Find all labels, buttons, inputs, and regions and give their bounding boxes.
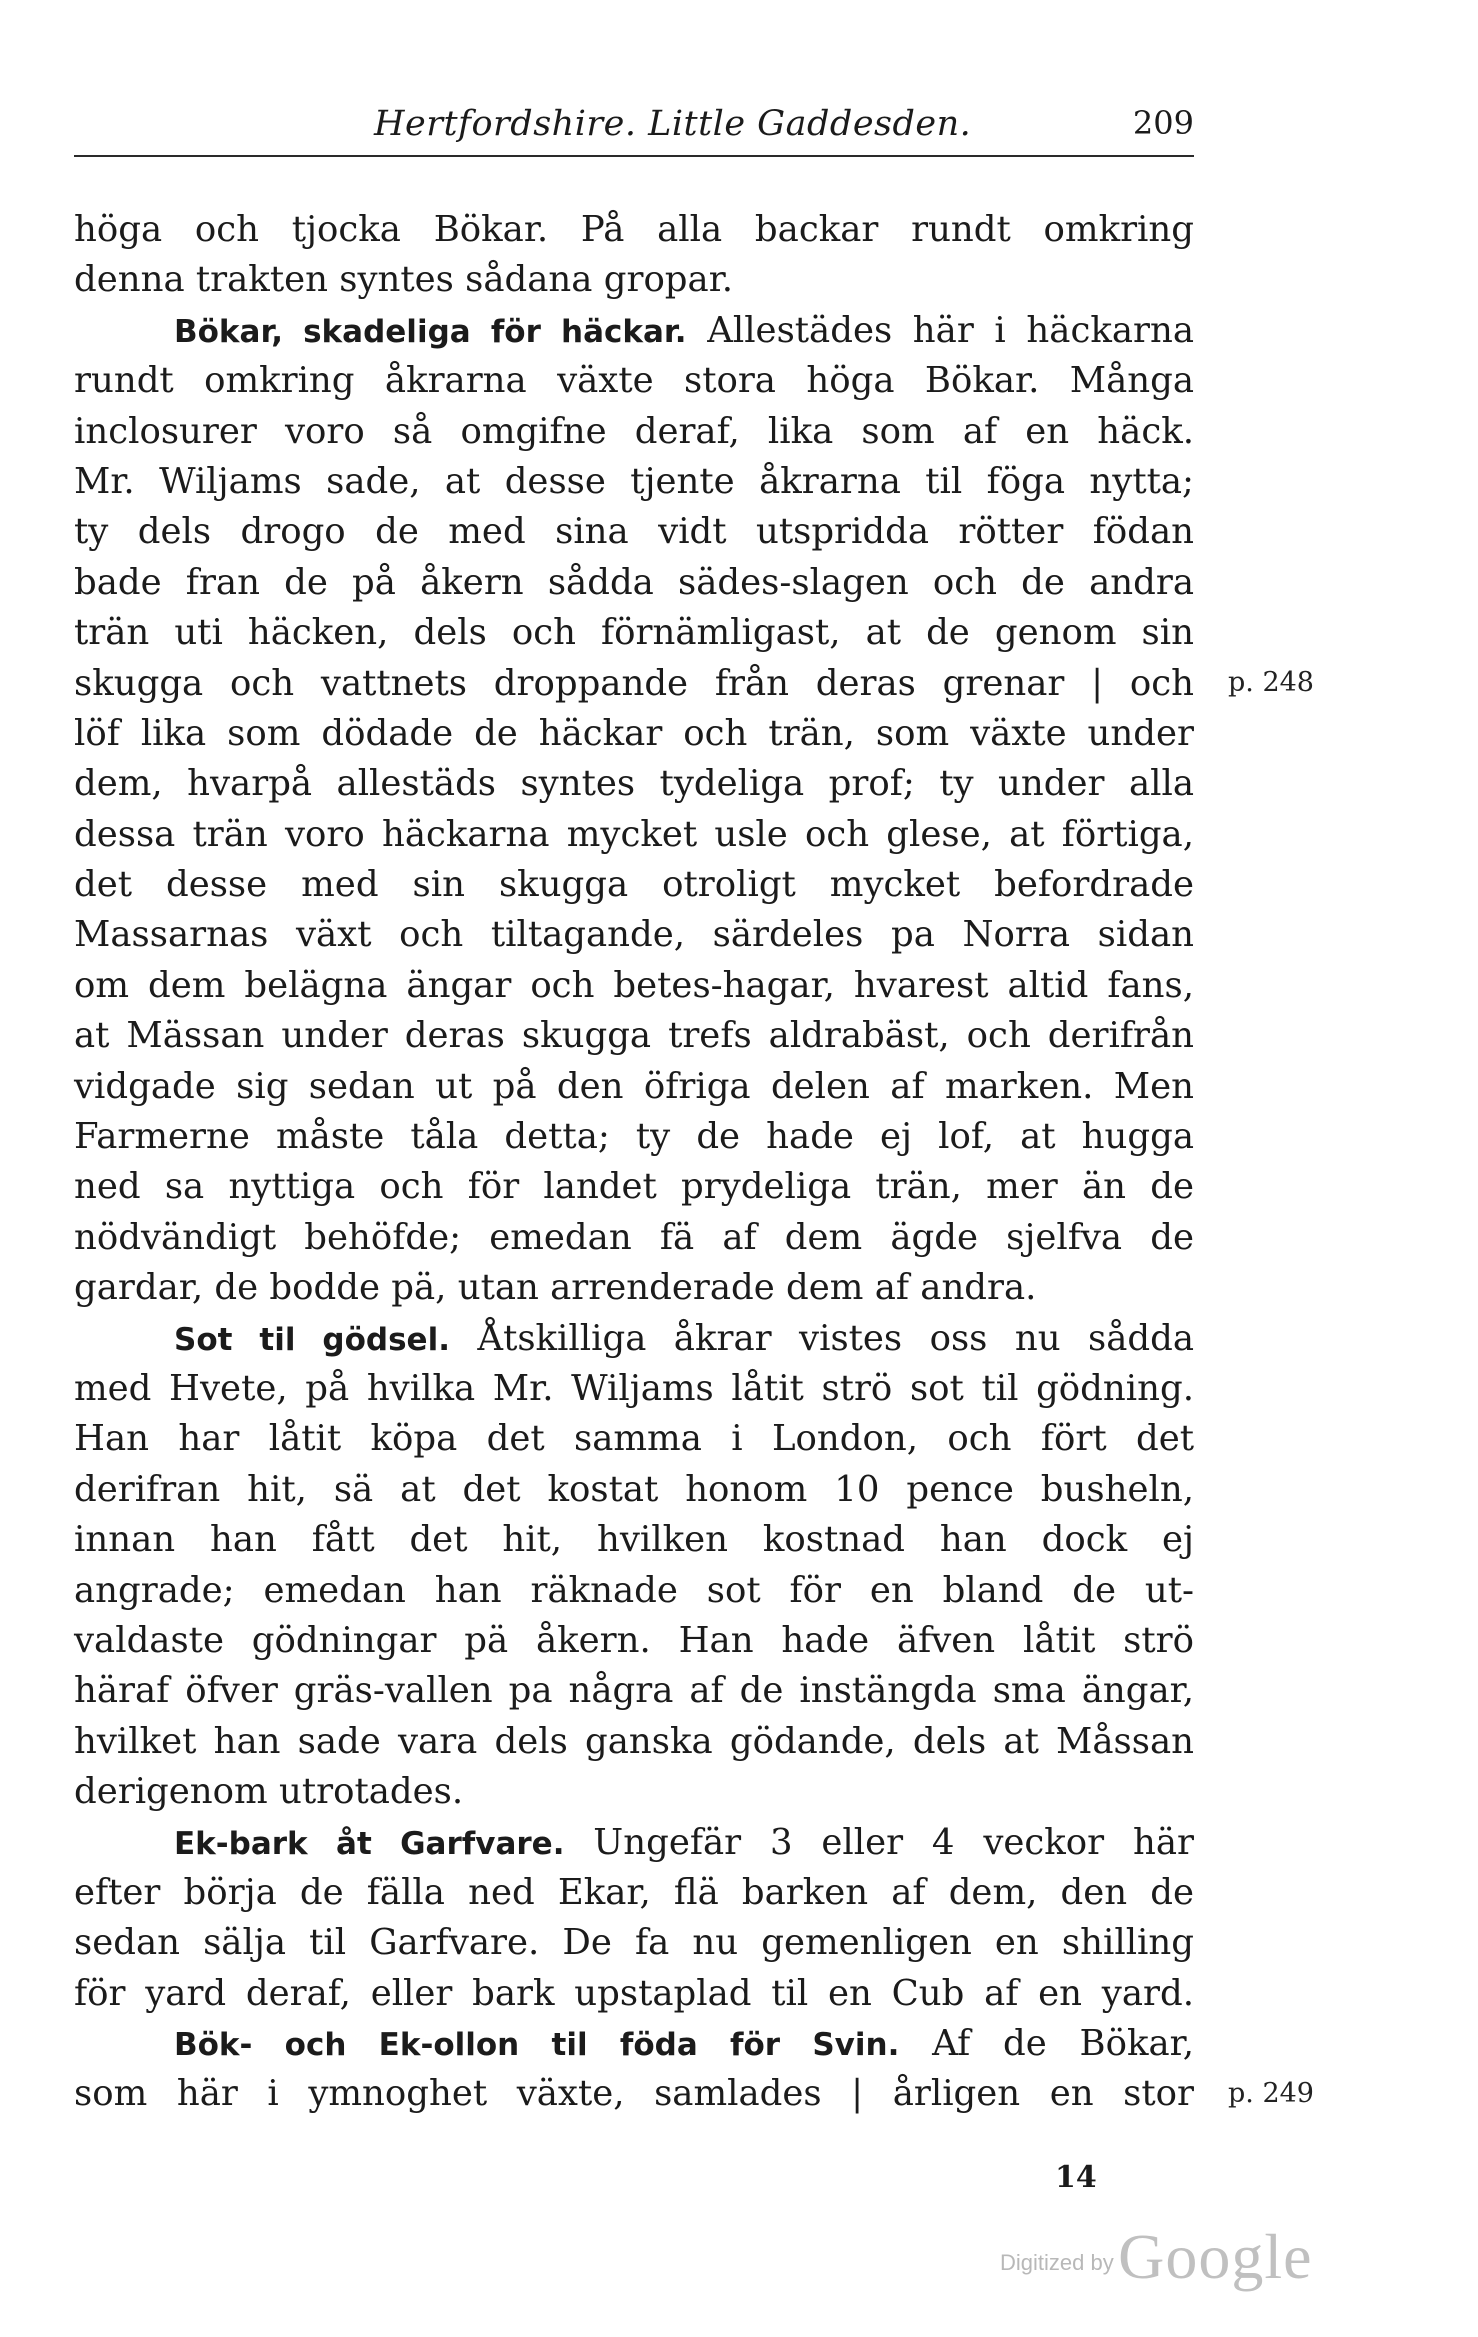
text-line [74, 1465, 1194, 1515]
line-text: denna trakten syntes sådana gropar. [74, 259, 734, 301]
line-text: som här i ymnoghet växte, samlades | årligen en stor [74, 2073, 1194, 2115]
text-line [74, 1314, 1194, 1364]
line-text: Massarnas växt och tiltagande, särdeles pa Norra sidan [74, 914, 1194, 956]
signature-mark: 14 [1055, 2160, 1097, 2195]
line-text: rundt omkring åkrarna växte stora höga Bökar. Många [74, 360, 1194, 402]
text-line [74, 1717, 1194, 1767]
text-line [74, 407, 1194, 457]
line-text: med Hvete, på hvilka Mr. Wiljams låtit strö sot til gödning. [74, 1367, 1194, 1409]
line-text: Ungefär 3 eller 4 veckor här [564, 1821, 1194, 1863]
text-line [74, 2069, 1194, 2119]
line-text: höga och tjocka Bökar. På alla backar rundt omkring [74, 209, 1194, 250]
line-text: valdaste gödningar pä åkern. Han hade äfven låtit strö [74, 1619, 1194, 1661]
line-text: Allestädes här i häckarna [686, 309, 1194, 351]
text-line [74, 1112, 1194, 1162]
running-header [74, 100, 1194, 150]
text-line [74, 1918, 1194, 1968]
text-line [74, 1767, 1194, 1817]
line-text: Han har låtit köpa det samma i London, och fört det [74, 1418, 1194, 1460]
line-text: Mr. Wiljams sade, at desse tjente åkrarna til föga nytta; [74, 460, 1194, 502]
text-line [74, 1011, 1194, 1061]
line-text: derifran hit, sä at det kostat honom 10 pence busheln, [74, 1468, 1194, 1510]
section-heading: Sot til gödsel. [174, 1321, 450, 1358]
text-line [74, 1213, 1194, 1263]
line-text: hvilket han sade vara dels ganska gödande, dels at Måssan [74, 1720, 1194, 1762]
line-text: häraf öfver gräs-vallen pa några af de instängda sma ängar, [74, 1670, 1194, 1712]
line-text: at Mässan under deras skugga trefs aldrabäst, och derifrån [74, 1015, 1194, 1057]
line-text: ty dels drogo de med sina vidt utspridda rötter födan [74, 511, 1194, 553]
text-line [74, 1162, 1194, 1212]
text-line [74, 1818, 1194, 1868]
line-text: derigenom utrotades. [74, 1771, 464, 1813]
digitized-watermark [1000, 2220, 1313, 2294]
text-line [74, 255, 1194, 305]
line-text: gardar, de bodde pä, utan arrenderade dem af andra. [74, 1267, 1037, 1309]
text-line [74, 608, 1194, 658]
text-line [74, 810, 1194, 860]
text-line [74, 1566, 1194, 1616]
text-line [74, 1868, 1194, 1918]
line-text: inclosurer voro så omgifne deraf, lika som af en häck. [74, 410, 1194, 452]
line-text: trän uti häcken, dels och förnämligast, at de genom sin [74, 612, 1194, 654]
text-line [74, 356, 1194, 406]
line-text: löf lika som dödade de häckar och trän, som växte under [74, 712, 1194, 754]
text-line [74, 961, 1194, 1011]
text-line [74, 1414, 1194, 1464]
text-line [74, 759, 1194, 809]
line-text: innan han fått det hit, hvilken kostnad han dock ej [74, 1519, 1194, 1561]
text-line [74, 205, 1194, 255]
header-rule [74, 155, 1194, 157]
page-number: 209 [1132, 104, 1194, 142]
text-line [74, 457, 1194, 507]
text-line [74, 558, 1194, 608]
google-logo: Google [1118, 2221, 1313, 2292]
text-line [74, 1515, 1194, 1565]
line-text: dem, hvarpå allestäds syntes tydeliga prof; ty under alla [74, 763, 1194, 805]
line-text: angrade; emedan han räknade sot för en bland de ut- [74, 1569, 1194, 1611]
digitized-prefix: Digitized by [1000, 2250, 1114, 2275]
line-text: skugga och vattnets droppande från deras grenar | och [74, 662, 1194, 704]
margin-page-ref: p. 249 [1228, 2077, 1314, 2109]
text-line [74, 659, 1194, 709]
line-text: Farmerne måste tåla detta; ty de hade ej lof, at hugga [74, 1116, 1194, 1158]
body-text [74, 205, 1194, 2120]
section-heading: Ek-bark åt Garfvare. [174, 1825, 565, 1862]
running-title: Hertfordshire. Little Gaddesden. [374, 104, 972, 144]
text-line [74, 860, 1194, 910]
text-line [74, 1364, 1194, 1414]
line-text: dessa trän voro häckarna mycket usle och glese, at förtiga, [74, 813, 1194, 855]
text-line [74, 507, 1194, 557]
text-line [74, 1969, 1194, 2019]
line-text: det desse med sin skugga otroligt mycket befordrade [74, 864, 1194, 906]
text-line [74, 2019, 1194, 2069]
margin-page-ref: p. 248 [1228, 666, 1314, 698]
text-line [74, 1062, 1194, 1112]
line-text: vidgade sig sedan ut på den öfriga delen af marken. Men [74, 1065, 1194, 1107]
line-text: bade fran de på åkern sådda sädes-slagen och de andra [74, 561, 1194, 603]
line-text: Åtskilliga åkrar vistes oss nu sådda [449, 1317, 1195, 1359]
section-heading: Bök- och Ek-ollon til föda för Svin. [174, 2027, 900, 2064]
text-line [74, 709, 1194, 759]
section-heading: Bökar, skadeliga för häckar. [174, 313, 687, 350]
line-text: sedan sälja til Garfvare. De fa nu gemenligen en shilling [74, 1922, 1194, 1964]
text-line [74, 1666, 1194, 1716]
line-text: nödvändigt behöfde; emedan fä af dem ägde sjelfva de [74, 1216, 1194, 1258]
text-line [74, 306, 1194, 356]
text-line [74, 910, 1194, 960]
text-line [74, 1263, 1194, 1313]
line-text: om dem belägna ängar och betes-hagar, hvarest altid fans, [74, 964, 1194, 1006]
line-text: efter börja de fälla ned Ekar, flä barken af dem, den de [74, 1871, 1194, 1913]
line-text: Af de Bökar, [899, 2023, 1195, 2065]
line-text: för yard deraf, eller bark upstaplad til en Cub af en yard. [74, 1972, 1194, 2014]
text-line [74, 1616, 1194, 1666]
line-text: ned sa nyttiga och för landet prydeliga trän, mer än de [74, 1166, 1194, 1208]
